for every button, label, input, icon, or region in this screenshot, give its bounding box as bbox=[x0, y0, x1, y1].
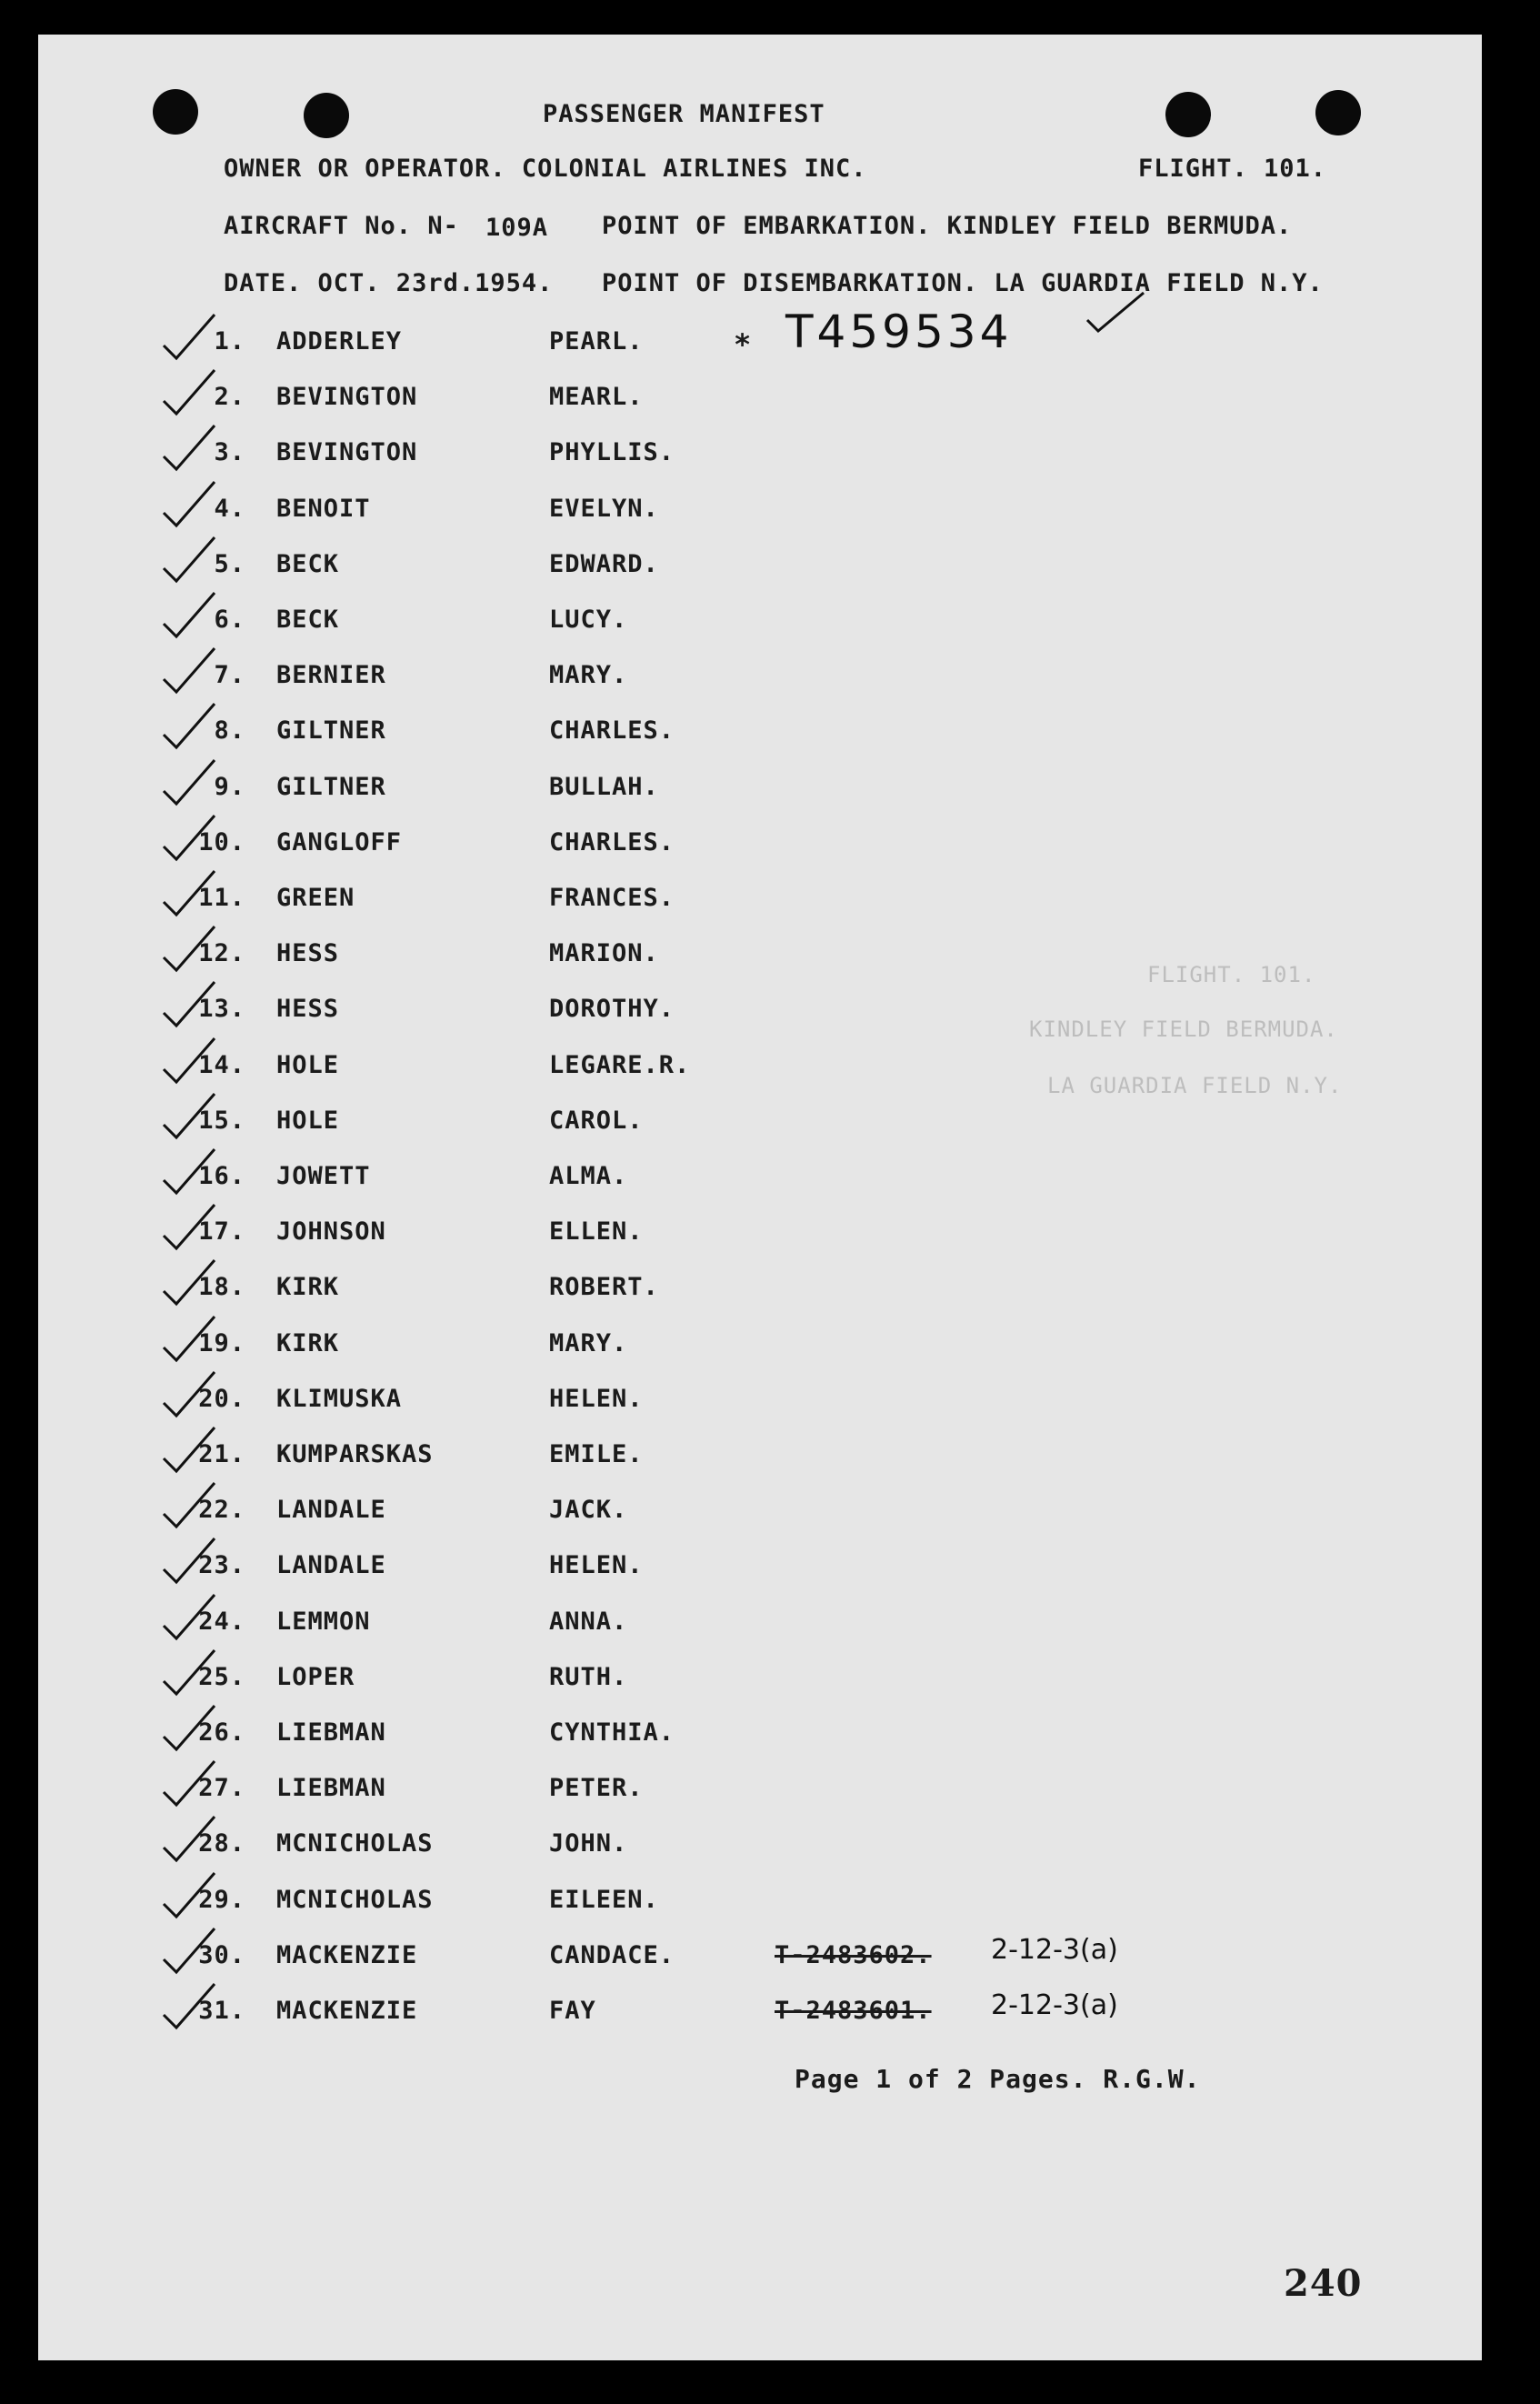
passenger-number: 27. bbox=[198, 1774, 245, 1802]
passenger-surname: BERNIER bbox=[276, 661, 386, 689]
passenger-surname: MCNICHOLAS bbox=[276, 1886, 434, 1914]
passenger-given-name: LEGARE.R. bbox=[549, 1051, 691, 1079]
bleed-through-flight: FLIGHT. 101. bbox=[1147, 962, 1316, 987]
punch-hole bbox=[1315, 90, 1361, 135]
manifest-title: PASSENGER MANIFEST bbox=[543, 100, 825, 128]
passenger-given-name: ANNA. bbox=[549, 1608, 628, 1636]
ticket-number-struck: T-2483602. bbox=[775, 1941, 932, 1969]
passenger-given-name: FAY bbox=[549, 1997, 596, 2025]
passenger-given-name: EVELYN. bbox=[549, 495, 659, 523]
punch-hole bbox=[1165, 92, 1211, 137]
bleed-through-embarkation: KINDLEY FIELD BERMUDA. bbox=[1029, 1017, 1338, 1042]
manifest-date: DATE. OCT. 23rd.1954. bbox=[224, 269, 554, 297]
passenger-given-name: CANDACE. bbox=[549, 1941, 675, 1969]
passenger-given-name: BULLAH. bbox=[549, 773, 659, 801]
passenger-given-name: CHARLES. bbox=[549, 828, 675, 856]
passenger-number: 21. bbox=[198, 1440, 245, 1468]
passenger-given-name: ROBERT. bbox=[549, 1273, 659, 1301]
passenger-given-name: MEARL. bbox=[549, 383, 644, 411]
passenger-surname: MCNICHOLAS bbox=[276, 1829, 434, 1858]
passenger-surname: KIRK bbox=[276, 1273, 340, 1301]
passenger-number: 31. bbox=[198, 1997, 245, 2025]
passenger-surname: LANDALE bbox=[276, 1551, 386, 1579]
passenger-given-name: EMILE. bbox=[549, 1440, 644, 1468]
passenger-given-name: JOHN. bbox=[549, 1829, 628, 1858]
passenger-surname: LANDALE bbox=[276, 1496, 386, 1524]
passenger-given-name: LUCY. bbox=[549, 606, 628, 634]
passenger-given-name: DOROTHY. bbox=[549, 995, 675, 1023]
passenger-number: 13. bbox=[198, 995, 245, 1023]
passenger-surname: HESS bbox=[276, 939, 340, 967]
passenger-surname: ADDERLEY bbox=[276, 327, 403, 356]
passenger-given-name: RUTH. bbox=[549, 1663, 628, 1691]
passenger-number: 1. bbox=[214, 327, 245, 356]
owner-operator-line: OWNER OR OPERATOR. COLONIAL AIRLINES INC. bbox=[224, 155, 867, 183]
passenger-surname: GANGLOFF bbox=[276, 828, 403, 856]
passenger-number: 20. bbox=[198, 1385, 245, 1413]
passenger-number: 30. bbox=[198, 1941, 245, 1969]
passenger-given-name: JACK. bbox=[549, 1496, 628, 1524]
passenger-number: 3. bbox=[214, 438, 245, 466]
passenger-number: 11. bbox=[198, 884, 245, 912]
passenger-number: 10. bbox=[198, 828, 245, 856]
passenger-surname: LIEBMAN bbox=[276, 1774, 386, 1802]
aircraft-number: 109A bbox=[485, 214, 549, 242]
passenger-number: 22. bbox=[198, 1496, 245, 1524]
passenger-number: 14. bbox=[198, 1051, 245, 1079]
passenger-surname: GREEN bbox=[276, 884, 355, 912]
passenger-surname: LEMMON bbox=[276, 1608, 371, 1636]
passenger-given-name: ELLEN. bbox=[549, 1217, 644, 1246]
passenger-given-name: PEARL. bbox=[549, 327, 644, 356]
passenger-number: 18. bbox=[198, 1273, 245, 1301]
passenger-number: 15. bbox=[198, 1107, 245, 1135]
check-mark-icon bbox=[1084, 289, 1147, 335]
passenger-given-name: MARY. bbox=[549, 1329, 628, 1357]
star-mark: * bbox=[734, 327, 753, 362]
passenger-surname: KLIMUSKA bbox=[276, 1385, 403, 1413]
passenger-number: 6. bbox=[214, 606, 245, 634]
passenger-number: 12. bbox=[198, 939, 245, 967]
passenger-surname: KIRK bbox=[276, 1329, 340, 1357]
passenger-given-name: EDWARD. bbox=[549, 550, 659, 578]
passenger-number: 8. bbox=[214, 716, 245, 745]
disembarkation-point: POINT OF DISEMBARKATION. LA GUARDIA FIELD N.Y. bbox=[602, 269, 1324, 297]
passenger-given-name: CHARLES. bbox=[549, 716, 675, 745]
passenger-given-name: HELEN. bbox=[549, 1385, 644, 1413]
passenger-given-name: PHYLLIS. bbox=[549, 438, 675, 466]
passenger-surname: HOLE bbox=[276, 1107, 340, 1135]
passenger-given-name: ALMA. bbox=[549, 1162, 628, 1190]
passenger-surname: JOHNSON bbox=[276, 1217, 386, 1246]
passenger-number: 2. bbox=[214, 383, 245, 411]
ticket-number-struck: T-2483601. bbox=[775, 1997, 932, 2025]
passenger-number: 25. bbox=[198, 1663, 245, 1691]
passenger-number: 24. bbox=[198, 1608, 245, 1636]
passenger-given-name: CAROL. bbox=[549, 1107, 644, 1135]
passenger-number: 16. bbox=[198, 1162, 245, 1190]
passenger-number: 7. bbox=[214, 661, 245, 689]
passenger-given-name: CYNTHIA. bbox=[549, 1718, 675, 1747]
passenger-surname: LOPER bbox=[276, 1663, 355, 1691]
passenger-surname: BECK bbox=[276, 606, 340, 634]
passenger-given-name: MARY. bbox=[549, 661, 628, 689]
passenger-surname: MACKENZIE bbox=[276, 1941, 418, 1969]
page-note: Page 1 of 2 Pages. R.G.W. bbox=[795, 2064, 1201, 2094]
handwritten-ticket-note: 2-12-3(a) bbox=[991, 1934, 1118, 1966]
passenger-given-name: MARION. bbox=[549, 939, 659, 967]
passenger-number: 4. bbox=[214, 495, 245, 523]
passenger-surname: MACKENZIE bbox=[276, 1997, 418, 2025]
passenger-surname: HOLE bbox=[276, 1051, 340, 1079]
passenger-given-name: PETER. bbox=[549, 1774, 644, 1802]
passenger-number: 29. bbox=[198, 1886, 245, 1914]
passenger-number: 23. bbox=[198, 1551, 245, 1579]
aircraft-label: AIRCRAFT No. N- bbox=[224, 212, 459, 240]
passenger-number: 28. bbox=[198, 1829, 245, 1858]
manifest-sheet bbox=[38, 35, 1482, 2360]
page-stamp-number: 240 bbox=[1284, 2262, 1363, 2305]
punch-hole bbox=[304, 93, 349, 138]
flight-number: FLIGHT. 101. bbox=[1138, 155, 1327, 183]
passenger-given-name: HELEN. bbox=[549, 1551, 644, 1579]
passenger-number: 19. bbox=[198, 1329, 245, 1357]
passenger-surname: BENOIT bbox=[276, 495, 371, 523]
passenger-surname: BEVINGTON bbox=[276, 383, 418, 411]
passenger-number: 9. bbox=[214, 773, 245, 801]
punch-hole bbox=[153, 89, 198, 135]
passenger-surname: BEVINGTON bbox=[276, 438, 418, 466]
passenger-surname: GILTNER bbox=[276, 773, 386, 801]
passenger-number: 5. bbox=[214, 550, 245, 578]
passenger-given-name: FRANCES. bbox=[549, 884, 675, 912]
passenger-surname: LIEBMAN bbox=[276, 1718, 386, 1747]
passenger-surname: KUMPARSKAS bbox=[276, 1440, 434, 1468]
handwritten-ticket-number: T459534 bbox=[785, 306, 1013, 358]
passenger-given-name: EILEEN. bbox=[549, 1886, 659, 1914]
passenger-number: 26. bbox=[198, 1718, 245, 1747]
handwritten-ticket-note: 2-12-3(a) bbox=[991, 1989, 1118, 2021]
bleed-through-disembarkation: LA GUARDIA FIELD N.Y. bbox=[1047, 1073, 1343, 1098]
passenger-number: 17. bbox=[198, 1217, 245, 1246]
passenger-surname: BECK bbox=[276, 550, 340, 578]
passenger-surname: HESS bbox=[276, 995, 340, 1023]
embarkation-point: POINT OF EMBARKATION. KINDLEY FIELD BERMUDA. bbox=[602, 212, 1293, 240]
passenger-surname: JOWETT bbox=[276, 1162, 371, 1190]
passenger-surname: GILTNER bbox=[276, 716, 386, 745]
